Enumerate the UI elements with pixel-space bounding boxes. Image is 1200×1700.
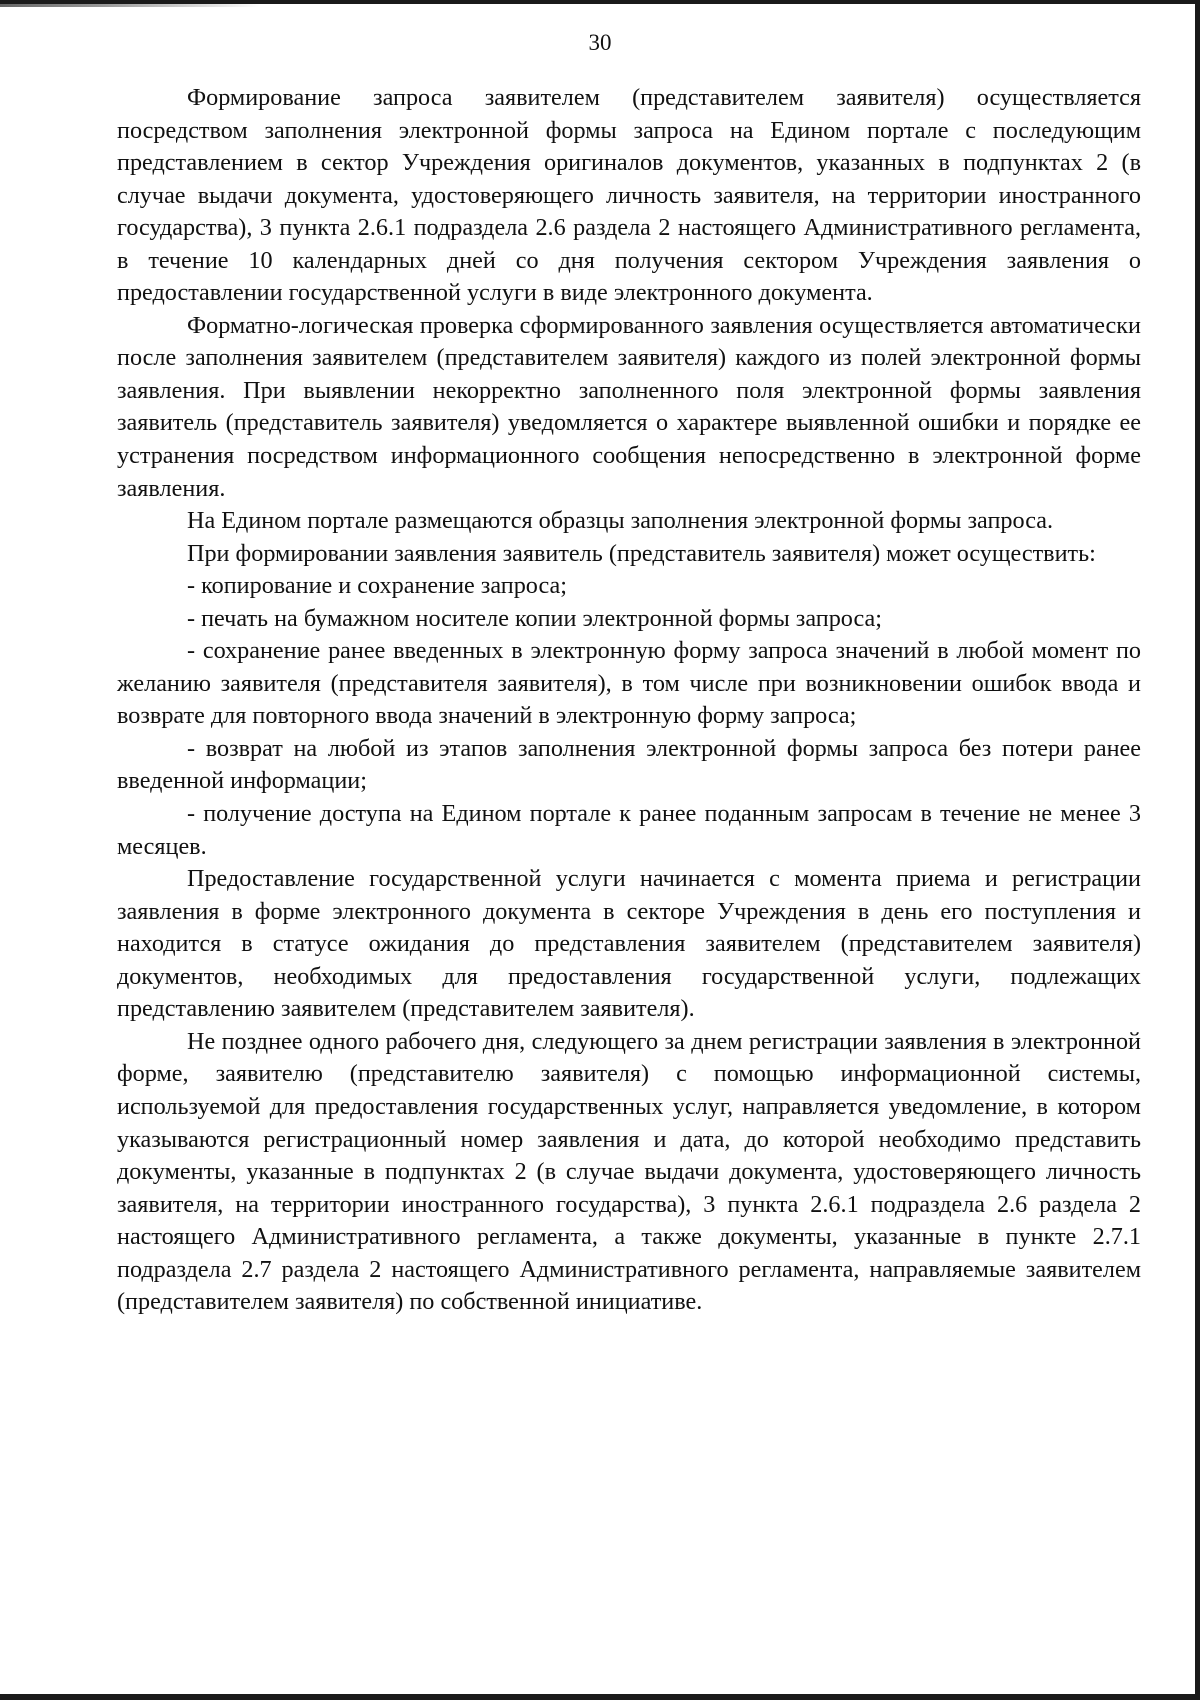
scan-border-right (1195, 0, 1200, 1700)
paragraph-applicant-can: При формировании заявления заявитель (представитель заявителя) может осуществить: (187, 539, 1096, 567)
list-item-access-requests: - получение доступа на Едином портале к ранее поданным запросам в течение не менее 3 месяцев. (117, 800, 1141, 860)
page-number: 30 (588, 30, 612, 55)
paragraph-service-start: Предоставление государственной услуги начинается с момента приема и регистрации заявления в форме электронного документа в секторе Учреждения в день его поступления и находится в статусе ожидания до представления заявителем (представителем заявителя) документов, необходимых для предоставления государственной услуги, подлежащих представлению заявителем (представителем заявителя). (117, 865, 1141, 1023)
list-item-copy-save: - копирование и сохранение запроса; (187, 572, 567, 600)
paragraph-sample-forms: На Едином портале размещаются образцы заполнения электронной формы запроса. (187, 507, 1054, 535)
list-item-save-values: - сохранение ранее введенных в электронную форму запроса значений в любой момент по желанию заявителя (представителя заявителя), в том числе при возникновении ошибок ввода и возврате для повторного ввода значений в электронную форму запроса; (117, 637, 1141, 730)
list-item-return-to-step: - возврат на любой из этапов заполнения электронной формы запроса без потери ранее введенной информации; (117, 734, 1141, 795)
paragraph-format-logic-check: Форматно-логическая проверка сформированного заявления осуществляется автоматически после заполнения заявителем (представителем заявителя) каждого из полей электронной формы заявления. При выявлении некорректно заполненного поля электронной формы заявления заявитель (представитель заявителя) уведомляется о характере выявленной ошибки и порядке ее устранения посредством информационного сообщения непосредственно в электронной форме заявления. (117, 311, 1141, 502)
paragraph-notification: Не позднее одного рабочего дня, следующего за днем регистрации заявления в электронной форме, заявителю (представителю заявителя) с помощью информационной системы, используемой для предоставления государственных услуг, направляется уведомление, в котором указываются регистрационный номер заявления и дата, до которой необходимо представить документы, указанные в подпунктах 2 (в случае выдачи документа, удостоверяющего личность заявителя, на территории иностранного государства), 3 пункта 2.6.1 подраздела 2.6 раздела 2 настоящего Административного регламента, а также документы, указанные в пункте 2.7.1 подраздела 2.7 раздела 2 настоящего Административного регламента, направляемые заявителем (представителем заявителя) по собственной инициативе. (117, 1027, 1141, 1316)
scan-artifact-top-left (0, 4, 260, 7)
document-body (117, 82, 1141, 1319)
scan-border-bottom (0, 1694, 1200, 1700)
list-item-print: - печать на бумажном носителе копии электронной формы запроса; (187, 604, 882, 632)
paragraph-request-formation: Формирование запроса заявителем (представителем заявителя) осуществляется посредством заполнения электронной формы запроса на Едином портале с последующим представлением в сектор Учреждения оригиналов документов, указанных в подпунктах 2 (в случае выдачи документа, удостоверяющего личность заявителя, на территории иностранного государства), 3 пункта 2.6.1 подраздела 2.6 раздела 2 настоящего Административного регламента, в течение 10 календарных дней со дня получения сектором Учреждения заявления о предоставлении государственной услуги в виде электронного документа. (117, 84, 1141, 307)
